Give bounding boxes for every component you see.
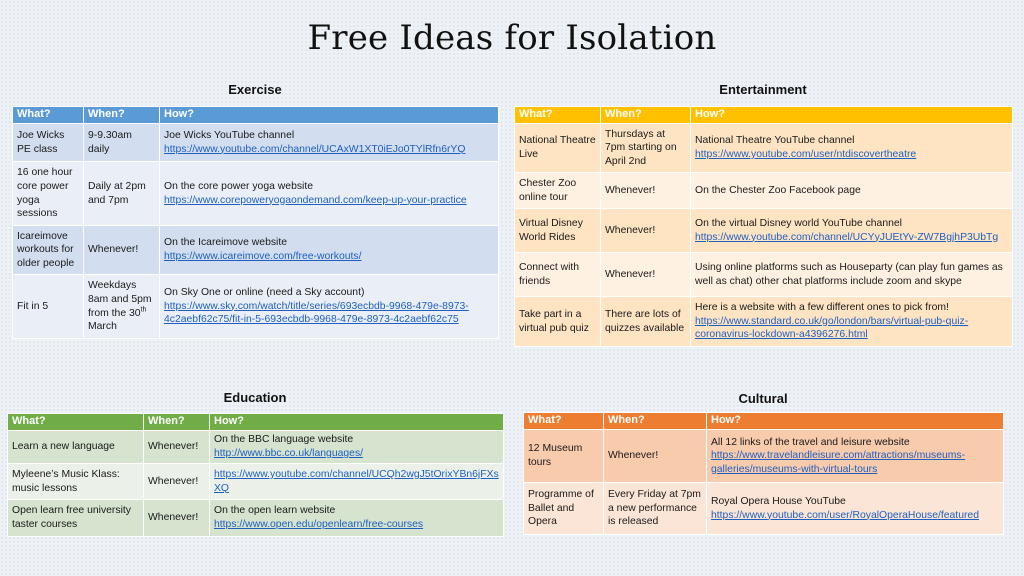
cell-what: 16 one hour core power yoga sessions [13,162,84,226]
header-what: What? [515,107,601,124]
cell-what: Take part in a virtual pub quiz [515,297,601,347]
cell-how [210,500,504,537]
cell-link[interactable]: https://www.travelandleisure.com/attractions/museums-galleries/museums-with-virtual-tours [711,450,966,475]
cell-when: Whenever! [84,226,160,275]
cell-when: Whenever! [601,253,691,297]
cell-when: Whenever! [601,173,691,209]
cell-what: 12 Museum tours [524,430,604,483]
how-text: On the virtual Disney world YouTube channel [695,217,902,229]
cell-when: Whenever! [144,464,210,500]
cell-what: Connect with friends [515,253,601,297]
cell-link[interactable]: https://www.youtube.com/user/RoyalOperaHouse/featured [711,509,979,521]
how-text: On the Chester Zoo Facebook page [695,184,861,196]
table-row [13,226,499,275]
cell-how [691,173,1013,209]
page-title: Free Ideas for Isolation [307,18,717,58]
cell-how [160,124,499,162]
cell-what: Myleene’s Music Klass: music lessons [8,464,144,500]
header-when: When? [604,413,707,430]
header-how: How? [707,413,1004,430]
cell-when: Whenever! [144,431,210,464]
entertainment-heading: Entertainment [719,82,807,97]
header-how: How? [691,107,1013,124]
how-text: Using online platforms such as Houseparty (can play fun games as well as chat) other chat platforms include zoom and skype [695,261,1003,287]
education-table [7,413,504,537]
cell-when: Whenever! [601,209,691,253]
table-row [8,431,504,464]
cell-link[interactable]: https://www.youtube.com/channel/UCAxW1XT0iEJo0TYlRfn6rYQ [164,143,466,155]
cell-what: Fit in 5 [13,275,84,339]
education-heading: Education [223,390,287,405]
how-text: Joe Wicks YouTube channel [164,129,295,141]
cell-how [707,430,1004,483]
table-row [8,500,504,537]
cell-link[interactable]: https://www.youtube.com/user/ntdiscovertheatre [695,149,917,160]
when-text: Weekdays 8am and 5pm from the 30 [88,280,152,319]
header-what: What? [524,413,604,430]
cell-how [160,162,499,226]
cell-what: Programme of Ballet and Opera [524,483,604,535]
table-row [524,483,1004,535]
cell-when: Daily at 2pm and 7pm [84,162,160,226]
table-row [524,430,1004,483]
table-header-row [515,107,1013,124]
header-when: When? [144,414,210,431]
cultural-heading: Cultural [738,391,788,406]
table-header-row [524,413,1004,430]
cell-link[interactable]: http://www.bbc.co.uk/languages/ [214,448,364,459]
table-row [8,464,504,500]
cell-how [691,124,1013,173]
cell-how [160,226,499,275]
how-text: On the Icareimove website [164,237,288,249]
how-text: Royal Opera House YouTube [711,495,846,507]
header-what: What? [13,107,84,124]
when-text-end: March [88,321,117,333]
table-row [515,173,1013,209]
cell-link[interactable]: https://www.corepoweryogaondemand.com/keep-up-your-practice [164,194,467,206]
header-how: How? [160,107,499,124]
cultural-table [523,412,1004,535]
cell-link[interactable]: https://www.youtube.com/channel/UCQh2wgJ5tOrixYBn6jFXsXQ [214,468,499,494]
header-how: How? [210,414,504,431]
cell-what: Chester Zoo online tour [515,173,601,209]
how-text: National Theatre YouTube channel [695,135,855,147]
how-text: Here is a website with a few different ones to pick from! [695,302,949,314]
table-header-row [8,414,504,431]
cell-how [210,431,504,464]
header-when: When? [601,107,691,124]
cell-what: Learn a new language [8,431,144,464]
cell-link[interactable]: https://www.sky.com/watch/title/series/693ecbdb-9968-479e-8973-4c2aebf62c75/fit-in-5-693ecbdb-9968-479e-8973-4c2aebf62c75 [164,300,469,326]
table-row [13,275,499,339]
exercise-heading: Exercise [228,82,282,97]
how-text: On Sky One or online (need a Sky account) [164,287,365,299]
table-row [515,124,1013,173]
table-row [515,209,1013,253]
header-what: What? [8,414,144,431]
how-text: On the BBC language website [214,434,354,446]
cell-when: There are lots of quizzes available [601,297,691,347]
cell-how [691,297,1013,347]
cell-link[interactable]: https://www.youtube.com/channel/UCYyJUEtYv-ZW7BgjhP3UbTg [695,231,999,243]
table-row [515,297,1013,347]
how-text: On the core power yoga website [164,180,314,192]
table-row [13,162,499,226]
cell-how [160,275,499,339]
table-header-row [13,107,499,124]
cell-how [691,209,1013,253]
cell-link[interactable]: https://www.standard.co.uk/go/london/bars/virtual-pub-quiz-coronavirus-lockdown-a4396276.html [695,315,969,341]
cell-how [707,483,1004,535]
cell-when: Thursdays at 7pm starting on April 2nd [601,124,691,173]
cell-when: Whenever! [144,500,210,537]
entertainment-table [514,106,1013,347]
cell-link[interactable]: https://www.open.edu/openlearn/free-courses [214,519,424,530]
when-superscript: th [140,306,147,314]
cell-what: Virtual Disney World Rides [515,209,601,253]
cell-what: Open learn free university taster courses [8,500,144,537]
exercise-table [12,106,499,339]
table-row [515,253,1013,297]
cell-how [210,464,504,500]
how-text: All 12 links of the travel and leisure website [711,436,910,448]
cell-what: Joe Wicks PE class [13,124,84,162]
table-row [13,124,499,162]
cell-when [84,275,160,339]
cell-what: National Theatre Live [515,124,601,173]
cell-when: Every Friday at 7pm a new performance is released [604,483,707,535]
cell-when: Whenever! [604,430,707,483]
cell-link[interactable]: https://www.icareimove.com/free-workouts/ [164,251,362,262]
cell-what: Icareimove workouts for older people [13,226,84,275]
cell-how [691,253,1013,297]
how-text: On the open learn website [214,505,336,517]
cell-when: 9-9.30am daily [84,124,160,162]
header-when: When? [84,107,160,124]
